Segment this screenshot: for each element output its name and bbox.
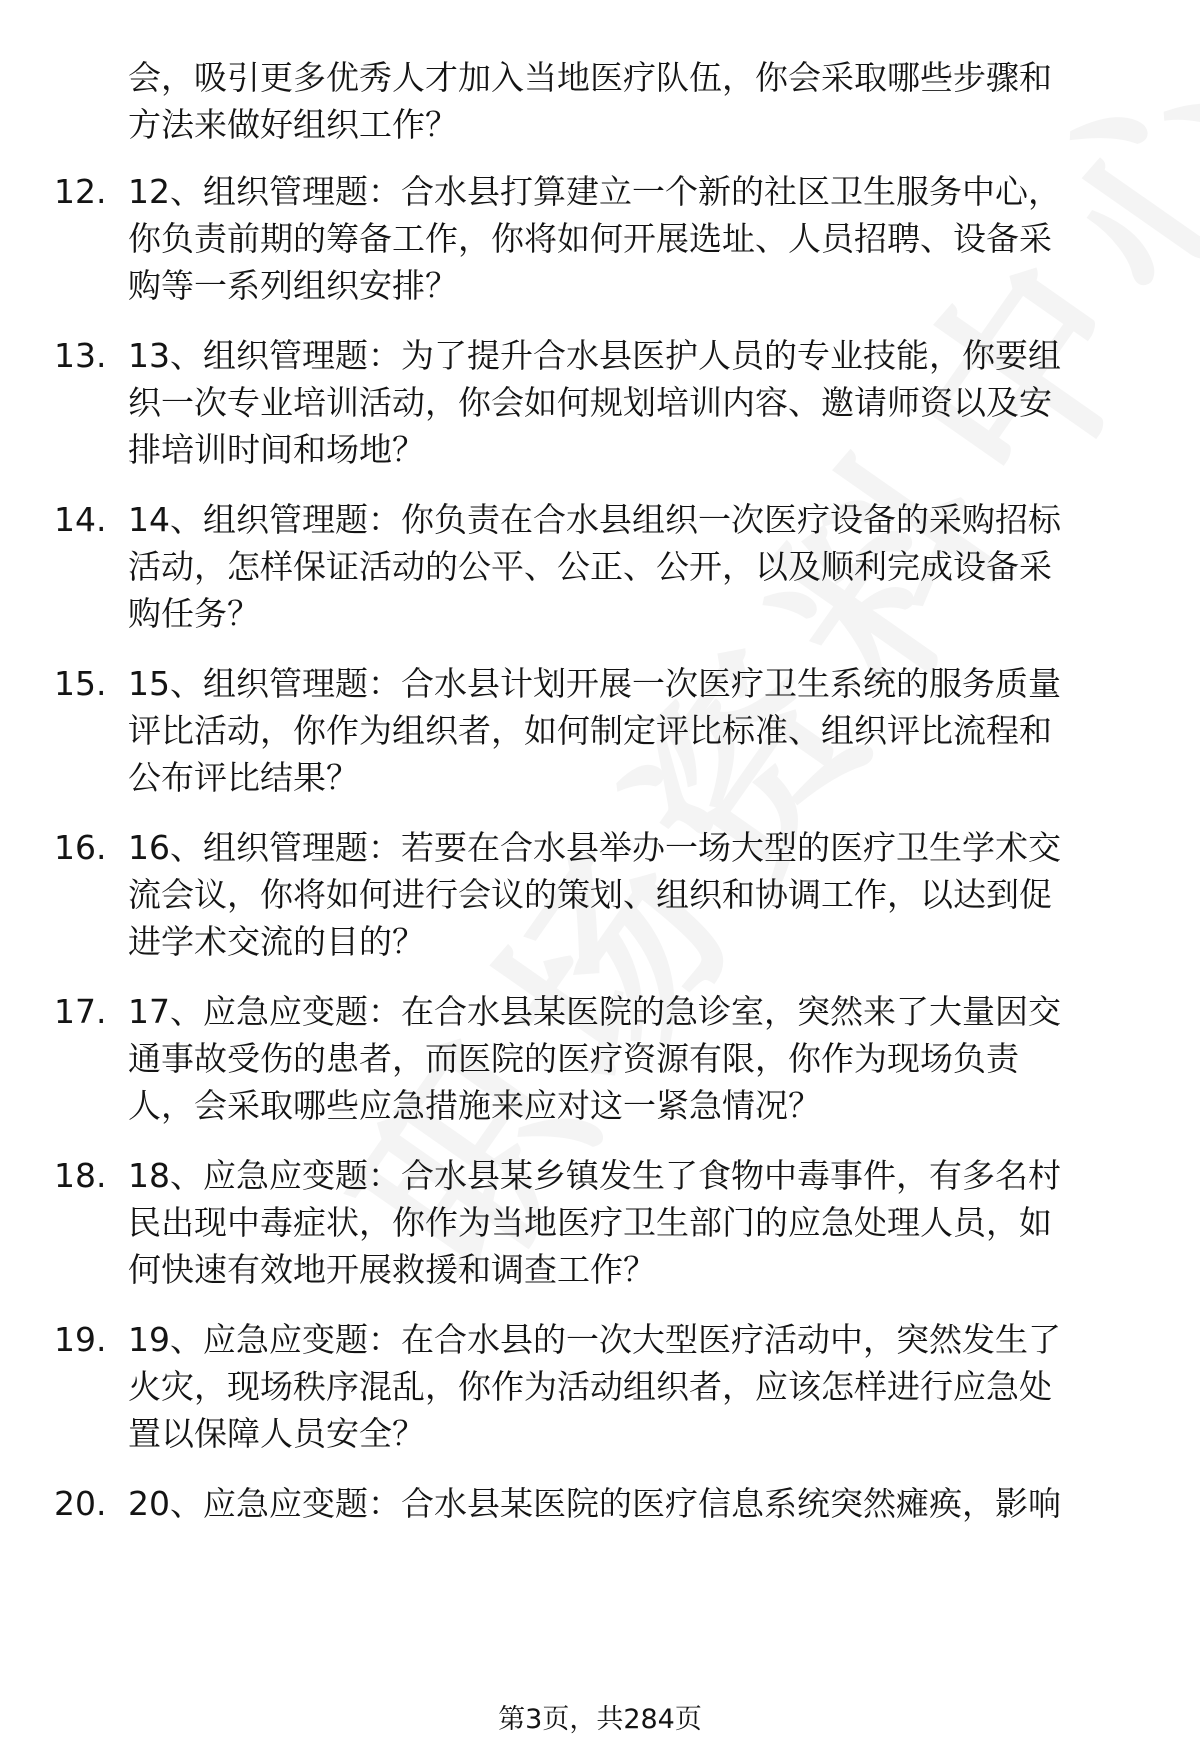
item-line: 12、组织管理题：合水县打算建立一个新的社区卫生服务中心， [128,172,1061,211]
item-number: 16. [54,828,107,867]
item-number: 19. [54,1320,107,1359]
item-line: 你负责前期的筹备工作，你将如何开展选址、人员招聘、设备采 [128,219,1052,258]
item-number: 14. [54,500,107,539]
item-line: 20、应急应变题：合水县某医院的医疗信息系统突然瘫痪，影响 [128,1484,1061,1523]
item-line: 评比活动，你作为组织者，如何制定评比标准、组织评比流程和 [128,711,1052,750]
item-line: 活动，怎样保证活动的公平、公正、公开，以及顺利完成设备采 [128,547,1052,586]
item-line: 排培训时间和场地？ [128,430,425,469]
item-line: 17、应急应变题：在合水县某医院的急诊室，突然来了大量因交 [128,992,1061,1031]
item-line: 流会议，你将如何进行会议的策划、组织和协调工作，以达到促 [128,875,1052,914]
item-line: 火灾，现场秩序混乱，你作为活动组织者，应该怎样进行应急处 [128,1367,1052,1406]
item-line: 通事故受伤的患者，而医院的医疗资源有限，你作为现场负责 [128,1039,1019,1078]
item-line: 置以保障人员安全？ [128,1414,425,1453]
item-line: 织一次专业培训活动，你会如何规划培训内容、邀请师资以及安 [128,383,1052,422]
item-line: 进学术交流的目的？ [128,922,425,961]
intro-line: 方法来做好组织工作？ [128,105,458,144]
intro-line: 会，吸引更多优秀人才加入当地医疗队伍，你会采取哪些步骤和 [128,58,1052,97]
item-line: 人，会采取哪些应急措施来应对这一紧急情况？ [128,1086,821,1125]
item-number: 15. [54,664,107,703]
item-line: 购等一系列组织安排？ [128,266,458,305]
item-line: 购任务？ [128,594,260,633]
item-number: 18. [54,1156,107,1195]
page-footer: 第3页，共284页 [498,1704,702,1735]
item-line: 14、组织管理题：你负责在合水县组织一次医疗设备的采购招标 [128,500,1061,539]
item-line: 19、应急应变题：在合水县的一次大型医疗活动中，突然发生了 [128,1320,1061,1359]
item-number: 17. [54,992,107,1031]
item-line: 公布评比结果？ [128,758,359,797]
item-line: 13、组织管理题：为了提升合水县医护人员的专业技能，你要组 [128,336,1061,375]
item-number: 12. [54,172,107,211]
item-line: 民出现中毒症状，你作为当地医疗卫生部门的应急处理人员，如 [128,1203,1052,1242]
item-number: 20. [54,1484,107,1523]
item-number: 13. [54,336,107,375]
item-line: 何快速有效地开展救援和调查工作？ [128,1250,656,1289]
item-line: 15、组织管理题：合水县计划开展一次医疗卫生系统的服务质量 [128,664,1061,703]
item-line: 18、应急应变题：合水县某乡镇发生了食物中毒事件，有多名村 [128,1156,1061,1195]
item-line: 16、组织管理题：若要在合水县举办一场大型的医疗卫生学术交 [128,828,1061,867]
